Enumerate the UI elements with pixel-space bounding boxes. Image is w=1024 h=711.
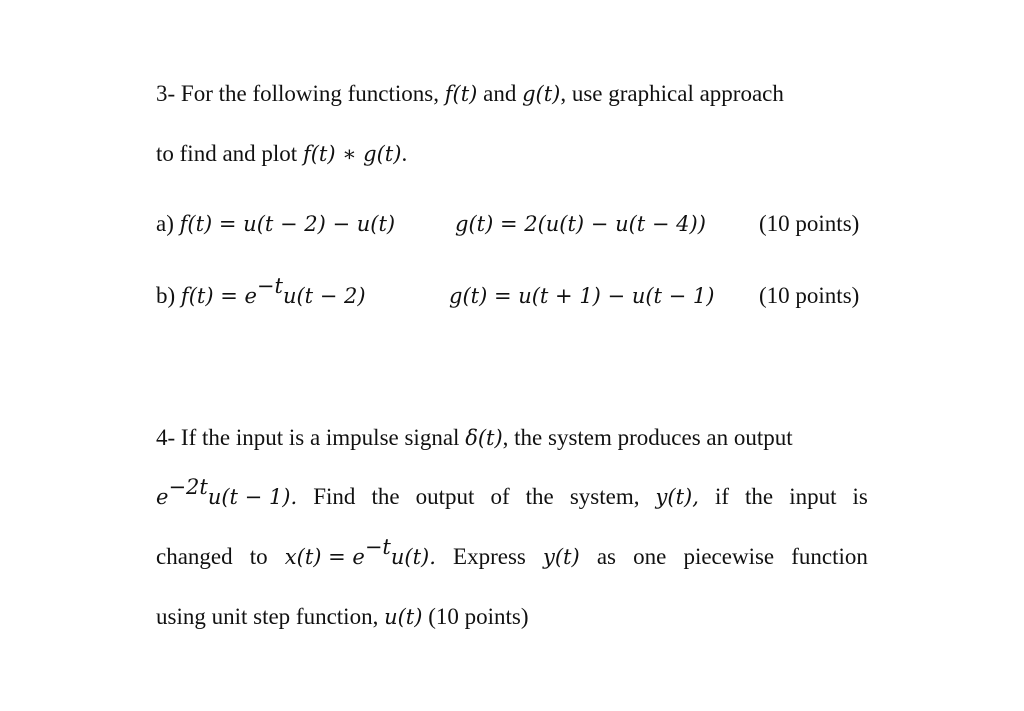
input-exponent: −t [364,535,391,559]
problem4-line2 [156,475,868,512]
word: one [633,544,667,569]
problem3-part-a-points-wrap [759,209,859,239]
and-word: and [477,81,523,106]
impulse-e: e [156,485,169,509]
part-a-label: a) [156,211,180,236]
part-a-g-expression: g(t) = 2(u(t) − u(t − 4)) [455,212,706,236]
word: input [789,484,837,509]
word: changed [156,544,233,569]
word: function [791,544,868,569]
word: of [490,484,510,509]
problem4-points: (10 points) [422,604,529,629]
word: system, [569,484,640,509]
word: piecewise [683,544,775,569]
problem3-part-b-points-wrap [759,281,859,311]
word: if [714,484,729,509]
part-a-points: (10 points) [759,211,860,236]
word: is [852,484,868,509]
unit-step-symbol: u(t) [384,605,423,629]
part-b-label: b) [156,283,181,308]
output-symbol: y(t), [655,485,699,509]
word: the [745,484,774,509]
problem3-intro: 3- For the following functions, [156,81,445,106]
impulse-rest: u(t − 1). [207,485,298,509]
part-b-points: (10 points) [759,283,860,308]
problem3-part-b-g [449,281,714,311]
delta-expression: δ(t) [465,426,503,450]
input-expression [284,535,436,572]
problem4-line1 [156,423,793,453]
problem3-part-a-g [455,209,706,239]
g-symbol: g [522,82,536,106]
problem4-intro: 4- If the input is a impulse signal [156,425,466,450]
problem3-part-b [156,274,366,311]
g-arg: (t) [535,82,561,106]
problem4-intro-tail: , the system produces an output [502,425,793,450]
problem3-line2 [156,139,407,169]
word: Express [453,544,526,569]
problem3-intro-tail: , use graphical approach [560,81,784,106]
word: Find [313,484,356,509]
output-symbol: y(t) [542,545,580,569]
problem3-line1 [156,79,784,109]
word: as [596,544,616,569]
impulse-response [156,475,298,512]
input-rest: u(t). [390,545,436,569]
problem3-line2-text: to find and plot [156,141,303,166]
input-x: x(t) = e [284,545,365,569]
part-b-g-expression: g(t) = u(t + 1) − u(t − 1) [449,284,715,308]
part-b-f-expression: f(t) = e [180,284,257,308]
impulse-exponent: −2t [168,475,208,499]
problem3-line2-period: . [401,141,408,166]
word: output [415,484,475,509]
word: the [525,484,554,509]
problem3-part-a [156,209,395,239]
convolution-expression: f(t) ∗ g(t) [302,142,402,166]
word: to [249,544,268,569]
problem4-line3 [156,535,868,572]
part-a-f-expression: f(t) = u(t − 2) − u(t) [179,212,396,236]
part-b-f-exponent: −t [256,274,283,298]
word: the [371,484,400,509]
problem4-line4-text: using unit step function, [156,604,385,629]
problem4-line4 [156,602,529,632]
f-symbol: f [444,82,453,106]
part-b-f-rest: u(t − 2) [282,284,366,308]
f-arg: (t) [452,82,478,106]
